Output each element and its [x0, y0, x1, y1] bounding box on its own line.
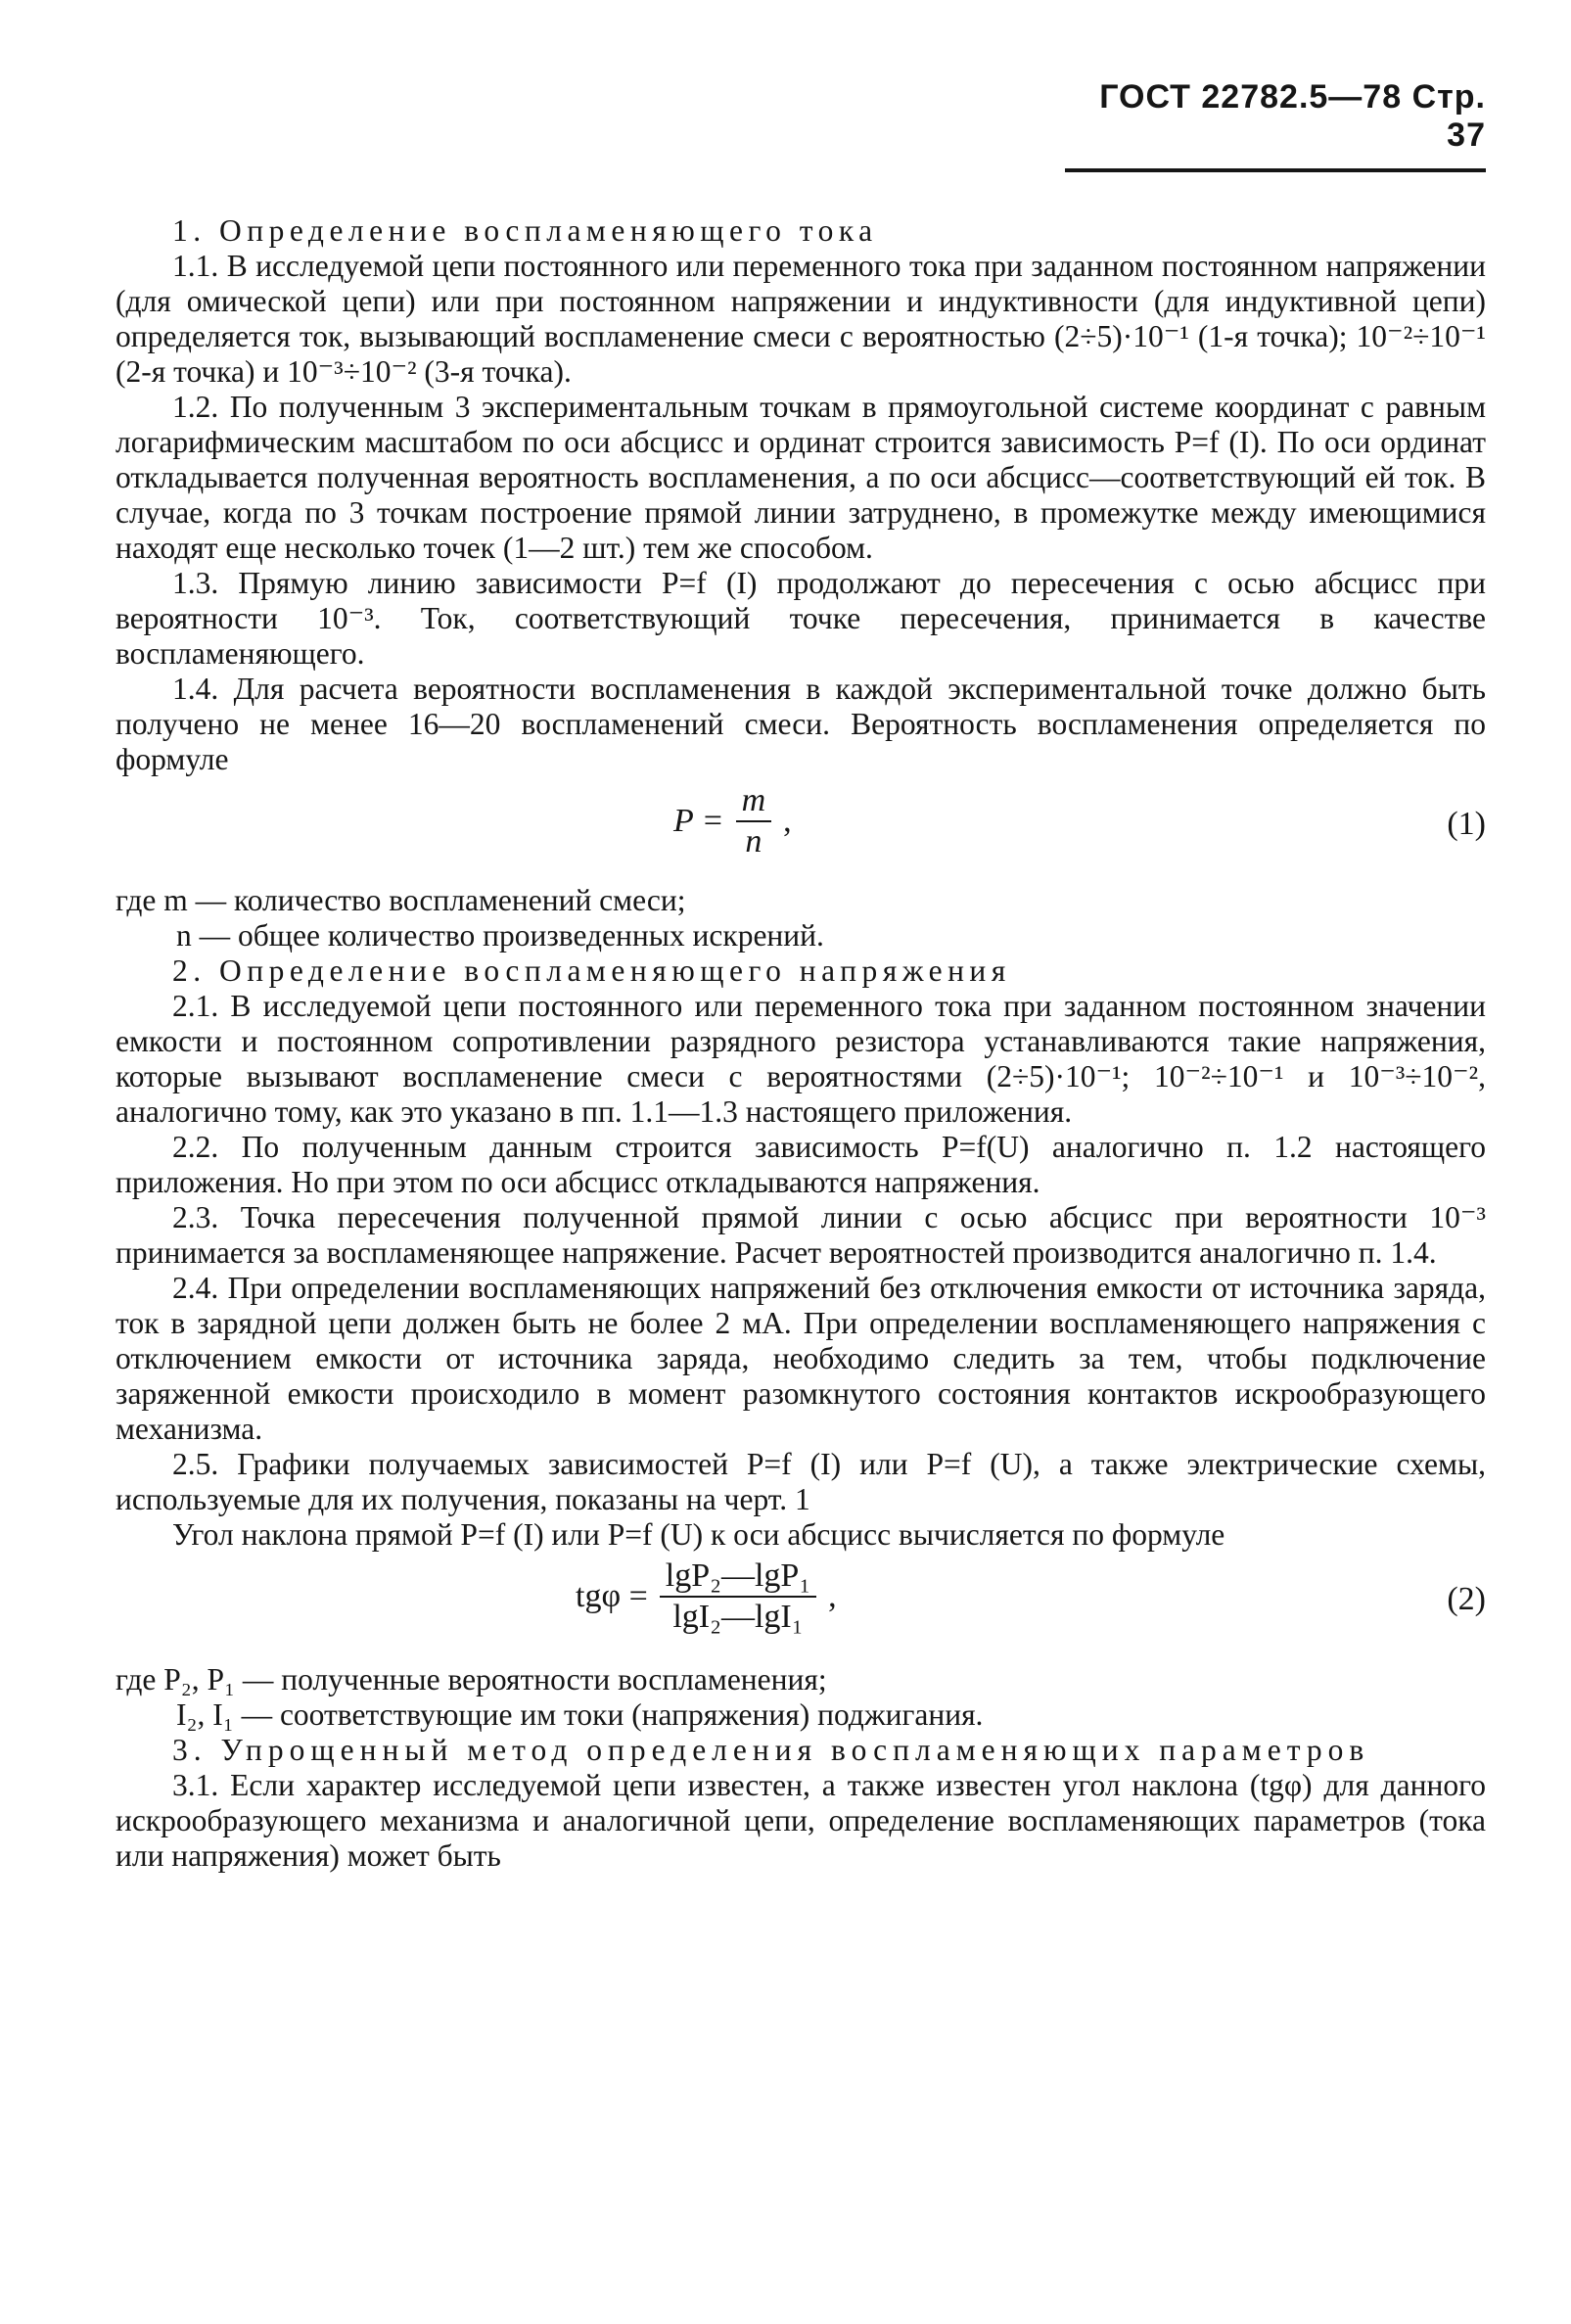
formula-2-tail: , [828, 1578, 837, 1614]
doc-code: ГОСТ 22782.5—78 [1099, 78, 1403, 116]
paragraph-2-angle: Угол наклона прямой P=f (I) или P=f (U) к оси абсцисс вычисляется по формуле [172, 1517, 1225, 1552]
paragraph-1-4: 1.4. Для расчета вероятности воспламенения в каждой экспериментальной точке должно быть получено не менее 16—20 воспламенений смеси. Вероятность воспламенения определяется по формуле [116, 672, 1486, 776]
paragraph-2-3: 2.3. Точка пересечения полученной прямой линии с осью абсцисс при вероятности 10⁻³ принимается за воспламеняющее напряжение. Расчет вероятностей производится аналогично п. 1.4. [116, 1200, 1486, 1270]
formula-1-numerator: m [736, 783, 772, 822]
page-header [1065, 78, 1486, 172]
paragraph-2-4: 2.4. При определении воспламеняющих напряжений без отключения емкости от источника заряда, ток в зарядной цепи должен быть не более 2 мА. При определении воспламеняющего напряжения с отключением емкости от источника заряда, необходимо следить за тем, чтобы подключение заряженной емкости происходило в момент разомкнутого состояния контактов искрообразующего механизма. [116, 1271, 1486, 1446]
paragraph-1-2: 1.2. По полученным 3 экспериментальным точкам в прямоугольной системе координат с равным логарифмическим масштабом по оси абсцисс и ординат строится зависимость P=f (I). По оси ординат откладывается полученная вероятность воспламенения, а по оси абсцисс—соответствующий ей ток. В случае, когда по 3 точкам построение прямой линии затруднено, в промежутке между имеющимися находят еще несколько точек (1—2 шт.) тем же способом. [116, 390, 1486, 565]
formula-1-number: (1) [1447, 806, 1486, 842]
formula-2-fraction [660, 1558, 816, 1635]
paragraph-2-5: 2.5. Графики получаемых зависимостей P=f (I) или P=f (U), а также электрические схемы, используемые для их получения, показаны на черт. 1 [116, 1447, 1486, 1516]
section-1-title: 1. Определение воспламеняющего тока [172, 213, 878, 248]
where-1-m: где m — количество воспламенений смеси; [116, 883, 686, 917]
paragraph-3-1: 3.1. Если характер исследуемой цепи известен, а также известен угол наклона (tgφ) для данного искрообразующего механизма и аналогичной цепи, определение воспламеняющих параметров (тока или напряжения) может быть [116, 1768, 1486, 1873]
formula-2-expression [576, 1558, 837, 1635]
page-number: Стр. 37 [1411, 78, 1486, 154]
paragraph-2-1: 2.1. В исследуемой цепи постоянного или переменного тока при заданном постоянном значении емкости и постоянном сопротивлении разрядного резистора устанавливаются такие напряжения, которые вызывают воспламенение смеси с вероятностями (2÷5)·10⁻¹; 10⁻²÷10⁻¹ и 10⁻³÷10⁻², аналогично тому, как это указано в пп. 1.1—1.3 настоящего приложения. [116, 989, 1486, 1129]
section-2-title: 2. Определение воспламеняющего напряжения [172, 953, 1011, 988]
formula-2 [116, 1558, 1486, 1656]
paragraph-1-3: 1.3. Прямую линию зависимости P=f (I) продолжают до пересечения с осью абсцисс при вероятности 10⁻³. Ток, соответствующий точке пересечения, принимается в качестве воспламеняющего. [116, 566, 1486, 671]
formula-2-numerator: lgP₂—lgP₁ [660, 1558, 816, 1598]
where-1-n: n — общее количество произведенных искрений. [176, 918, 824, 953]
formula-1-expression [673, 783, 792, 860]
paragraph-2-2: 2.2. По полученным данным строится зависимость P=f(U) аналогично п. 1.2 настоящего приложения. Но при этом по оси абсцисс откладываются напряжения. [116, 1130, 1486, 1199]
formula-1 [116, 783, 1486, 877]
formula-2-number: (2) [1447, 1581, 1486, 1617]
where-2-p: где P₂, P₁ — полученные вероятности воспламенения; [116, 1662, 827, 1697]
formula-1-tail: , [783, 803, 792, 839]
formula-1-denominator: n [745, 823, 762, 860]
formula-2-denominator: lgI₂—lgI₁ [672, 1599, 804, 1635]
section-3-title: 3. Упрощенный метод определения воспламеняющих параметров [172, 1733, 1370, 1767]
document-page [116, 78, 1486, 1874]
formula-2-lhs: tgφ = [576, 1578, 648, 1614]
formula-1-fraction [736, 783, 772, 860]
body-text [116, 213, 1486, 1874]
formula-1-lhs: P = [673, 803, 724, 839]
paragraph-1-1: 1.1. В исследуемой цепи постоянного или переменного тока при заданном постоянном напряжении (для омической цепи) или при постоянном напряжении и индуктивности (для индуктивной цепи) определяется ток, вызывающий воспламенение смеси с вероятностью (2÷5)·10⁻¹ (1-я точка); 10⁻²÷10⁻¹ (2-я точка) и 10⁻³÷10⁻² (3-я точка). [116, 249, 1486, 389]
where-2-i: I₂, I₁ — соответствующие им токи (напряжения) поджигания. [176, 1697, 984, 1732]
